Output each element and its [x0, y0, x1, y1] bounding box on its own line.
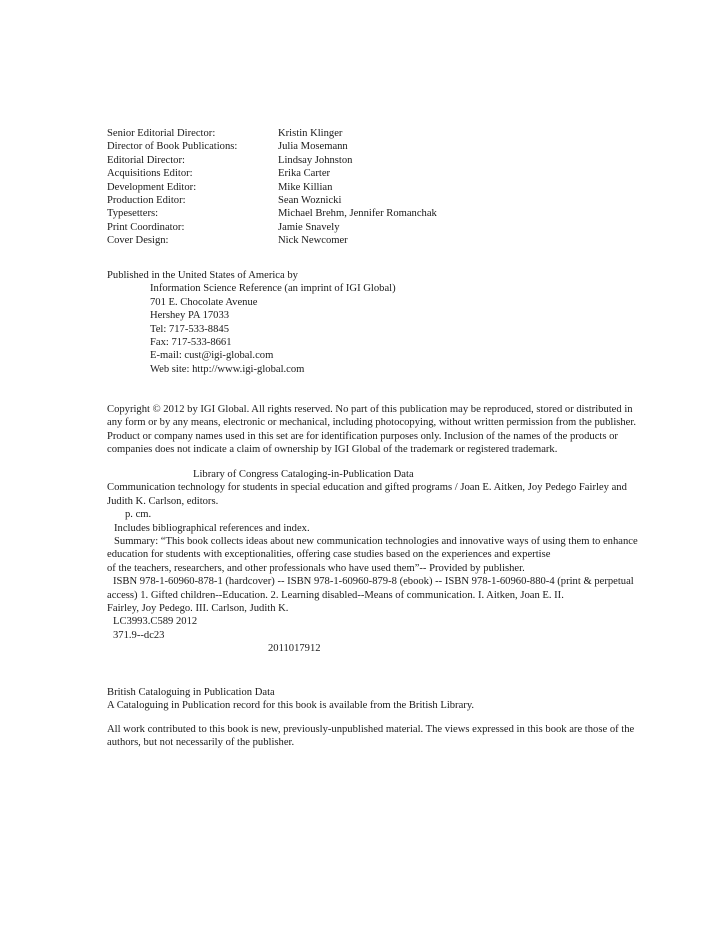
publisher-line: E-mail: cust@igi-global.com — [150, 350, 274, 362]
loc-heading: Library of Congress Cataloging-in-Publication Data — [193, 469, 414, 480]
loc-dewey: 371.9--dc23 — [113, 629, 165, 641]
credit-row — [107, 221, 647, 234]
credit-role: Director of Book Publications: — [107, 141, 238, 153]
credit-name: Lindsay Johnston — [278, 154, 353, 166]
loc-cataloging — [107, 468, 647, 655]
credit-name: Erika Carter — [278, 168, 331, 180]
credit-role: Production Editor: — [107, 194, 186, 206]
british-heading: British Cataloguing in Publication Data — [107, 687, 275, 698]
british-text: A Cataloguing in Publication record for this book is available from the British Library. — [107, 700, 475, 712]
credits-list — [107, 127, 647, 248]
credit-row — [107, 154, 647, 167]
credit-name: Kristin Klinger — [278, 128, 343, 139]
all-work-notice — [107, 723, 647, 750]
credit-row — [107, 194, 647, 207]
credit-role: Senior Editorial Director: — [107, 128, 216, 139]
loc-includes: Includes bibliographical references and index. — [114, 522, 310, 534]
credit-role: Editorial Director: — [107, 154, 185, 166]
credit-name: Sean Woznicki — [278, 194, 342, 206]
publisher-intro: Published in the United States of America by — [107, 270, 298, 281]
publisher-line: Hershey PA 17033 — [150, 310, 230, 322]
credit-role: Print Coordinator: — [107, 221, 185, 233]
copyright-line: companies does not indicate a claim of ownership by IGI Global of the trademark or registered trademark. — [107, 444, 558, 456]
loc-isbn-line: ISBN 978-1-60960-878-1 (hardcover) -- ISBN 978-1-60960-879-8 (ebook) -- ISBN 978-1-60960-880-4 (print & perpetual — [113, 576, 634, 588]
all-work-line: All work contributed to this book is new, previously-unpublished material. The views expressed in this book are those of the — [107, 724, 635, 735]
loc-pcm: p. cm. — [125, 509, 152, 521]
copyright-line: any form or by any means, electronic or mechanical, including photocopying, without written permission from the publisher. — [107, 417, 636, 429]
credit-name: Nick Newcomer — [278, 235, 348, 247]
copyright-line: Copyright © 2012 by IGI Global. All rights reserved. No part of this publication may be reproduced, stored or distributed in — [107, 404, 633, 415]
publisher-line: Information Science Reference (an imprint of IGI Global) — [150, 283, 396, 295]
loc-lccn: 2011017912 — [268, 643, 321, 655]
loc-summary-line: education for students with exceptionalities, offering case studies based on the experiences and expertise — [107, 549, 551, 561]
credit-role: Development Editor: — [107, 181, 197, 193]
all-work-line: authors, but not necessarily of the publisher. — [107, 737, 295, 749]
loc-title-line: Communication technology for students in special education and gifted programs / Joan E. Aitken, Joy Pedego Fairley and — [107, 482, 627, 494]
loc-summary-line: of the teachers, researchers, and other professionals who have used them”-- Provided by publisher. — [107, 562, 525, 574]
credit-role: Acquisitions Editor: — [107, 168, 193, 180]
credit-row — [107, 234, 647, 247]
publisher-info — [107, 269, 647, 376]
copyright-line: Product or company names used in this set are for identification purposes only. Inclusion of the names of the products or — [107, 430, 618, 442]
credit-role: Typesetters: — [107, 208, 159, 220]
loc-summary-line: Summary: “This book collects ideas about new communication technologies and innovative ways of using them to enhance — [114, 535, 638, 547]
publisher-line: 701 E. Chocolate Avenue — [150, 296, 258, 308]
credit-name: Jamie Snavely — [278, 221, 340, 233]
loc-call-number: LC3993.C589 2012 — [113, 616, 198, 628]
credit-name: Michael Brehm, Jennifer Romanchak — [278, 208, 437, 220]
loc-isbn-line: access) 1. Gifted children--Education. 2. Learning disabled--Means of communication. I. Aitken, Joan E. II. — [107, 589, 564, 601]
credit-row — [107, 127, 647, 140]
copyright-notice — [107, 403, 647, 457]
british-cataloguing — [107, 686, 647, 713]
publisher-line: Fax: 717-533-8661 — [150, 336, 232, 348]
publisher-line: Tel: 717-533-8845 — [150, 323, 229, 335]
credit-name: Mike Killian — [278, 181, 333, 193]
loc-isbn-line: Fairley, Joy Pedego. III. Carlson, Judith K. — [107, 602, 289, 614]
credit-row — [107, 207, 647, 220]
credit-row — [107, 140, 647, 153]
loc-title-line: Judith K. Carlson, editors. — [107, 495, 219, 507]
credit-row — [107, 167, 647, 180]
publisher-line: Web site: http://www.igi-global.com — [150, 363, 305, 375]
credit-role: Cover Design: — [107, 235, 169, 247]
credit-row — [107, 181, 647, 194]
credit-name: Julia Mosemann — [278, 141, 348, 153]
